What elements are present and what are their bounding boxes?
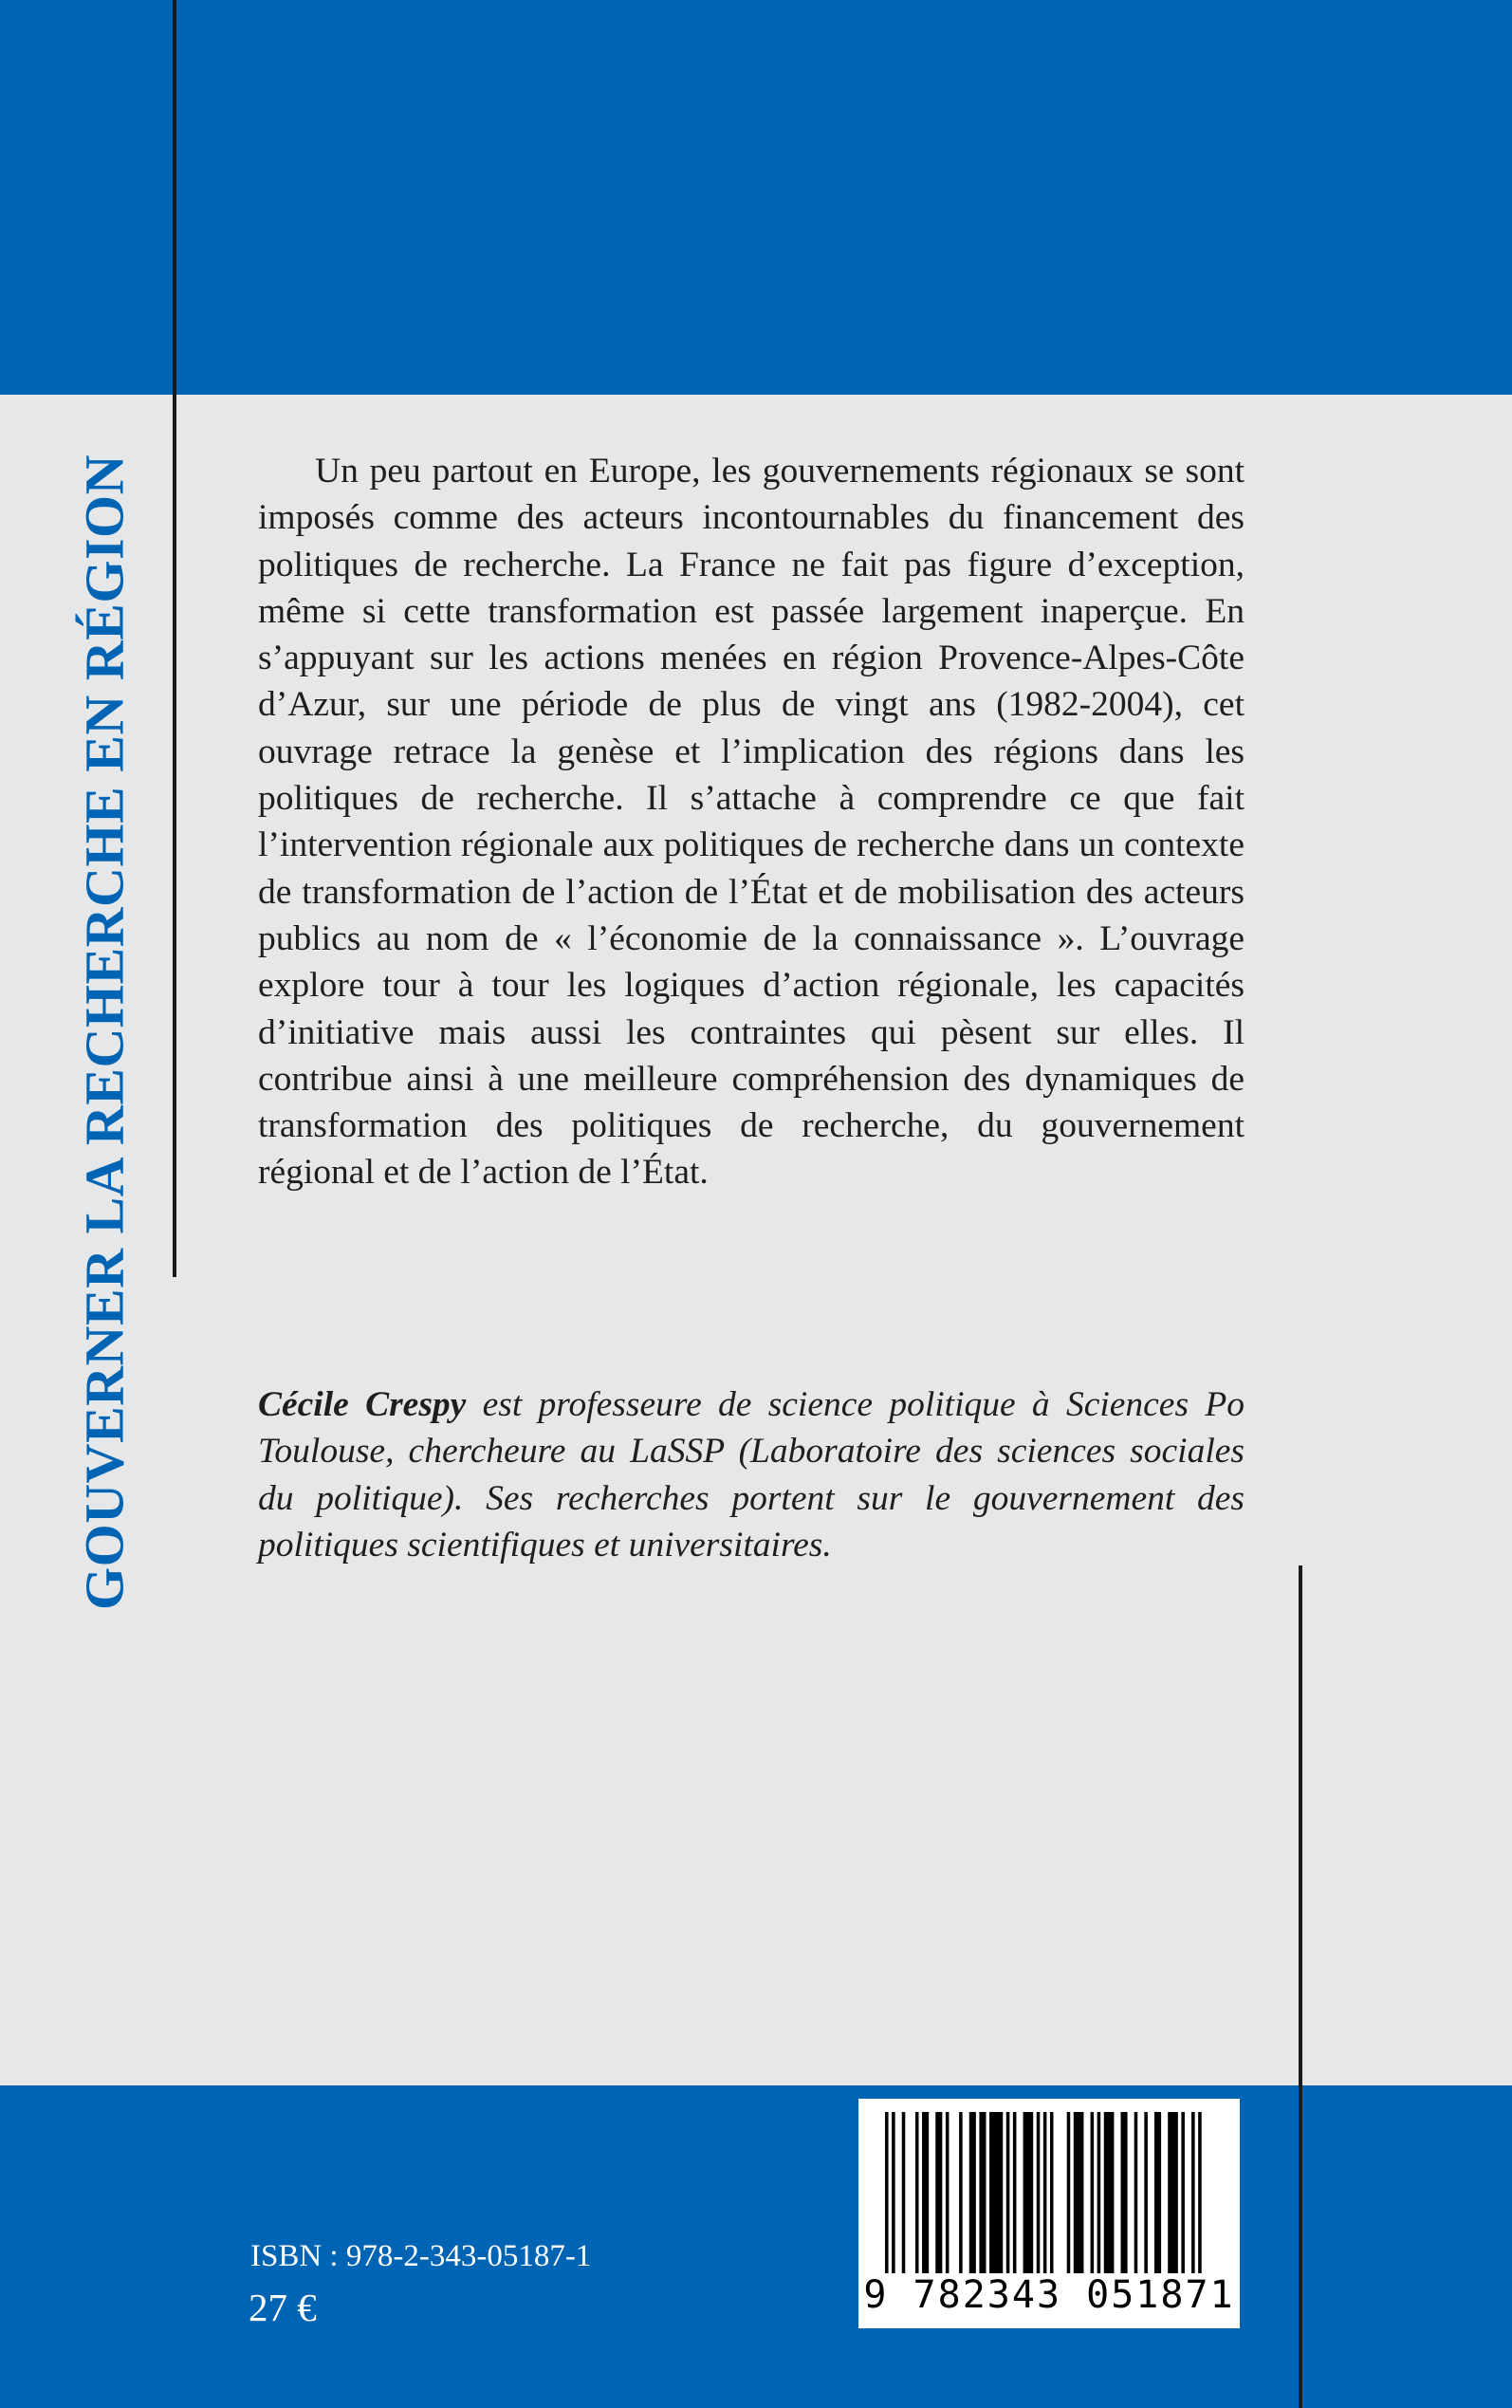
author-name: Cécile Crespy — [258, 1385, 467, 1424]
bottom-color-band — [0, 2085, 1512, 2408]
barcode-bar — [922, 2112, 929, 2273]
barcode-bar — [1097, 2112, 1101, 2273]
barcode-bar — [1043, 2112, 1047, 2273]
barcode-bar — [1134, 2112, 1138, 2273]
back-cover-blurb: Un peu partout en Europe, les gouvernements régionaux se sont imposés comme des acteurs incontournables du financement des politiques de recherche. La France ne fait pas figure d’exception, même si cette transformation est passée largement inaperçue. En s’appuyant sur les actions menées en région Provence-Alpes-Côte d’Azur, sur une période de plus de vingt ans (1982-2004), cet ouvrage retrace la genèse et l’implication des régions dans les politiques de recherche. Il s’attache à comprendre ce que fait l’intervention régionale aux politiques de recherche dans un contexte de transformation de l’action de l’État et de mobilisation des acteurs publics au nom de « l’économie de la connaissance ». L’ouvrage explore tour à tour les logiques d’action régionale, les capacités d’initiative mais aussi les contraintes qui pèsent sur elles. Il contribue ainsi à une meilleure compréhension des dynamiques de transformation des politiques de recherche, du gouvernement régional et de l’action de l’État. — [258, 452, 1245, 1193]
barcode — [858, 2099, 1240, 2328]
right-divider-line — [1299, 1565, 1302, 2408]
barcode-bar — [1154, 2112, 1161, 2273]
barcode-bar — [979, 2112, 986, 2273]
barcode-bar — [1074, 2112, 1084, 2273]
barcode-bar — [1104, 2112, 1115, 2273]
top-color-band — [0, 0, 1512, 395]
barcode-bar — [1198, 2112, 1202, 2273]
barcode-bar — [1168, 2112, 1178, 2273]
barcode-bars-icon — [858, 2099, 1240, 2279]
barcode-bar — [1050, 2112, 1054, 2273]
barcode-bar — [969, 2112, 976, 2273]
author-bio-text: est professeure de science politique à Sciences Po Toulouse, chercheure au LaSSP (Laboratoire des sciences sociales du politique). Ses recherches portent sur le gouvernement des politiques scientifiques et universitaires. — [258, 1385, 1245, 1565]
author-bio — [258, 1381, 1245, 1568]
barcode-bar — [902, 2112, 906, 2273]
barcode-bar — [1091, 2112, 1095, 2273]
barcode-bar — [1013, 2112, 1017, 2273]
barcode-bar — [935, 2112, 942, 2273]
barcode-bar — [1037, 2112, 1041, 2273]
barcode-digits: 9 782343 051871 — [863, 2273, 1235, 2317]
price-label: 27 € — [249, 2286, 317, 2329]
spine-title: GOUVERNER LA RECHERCHE EN RÉGION — [73, 454, 136, 1611]
barcode-bar — [885, 2112, 889, 2273]
barcode-bar — [1006, 2112, 1010, 2273]
barcode-bar — [1023, 2112, 1034, 2273]
barcode-bar — [989, 2112, 1003, 2273]
spine-divider-line — [173, 0, 176, 1277]
barcode-bar — [1067, 2112, 1071, 2273]
barcode-bar — [959, 2112, 963, 2273]
barcode-bar — [1191, 2112, 1195, 2273]
barcode-bar — [946, 2112, 950, 2273]
barcode-bar — [1144, 2112, 1148, 2273]
barcode-bar — [915, 2112, 919, 2273]
barcode-bar — [1121, 2112, 1128, 2273]
barcode-bar — [892, 2112, 895, 2273]
barcode-bar — [1181, 2112, 1185, 2273]
isbn-label: ISBN : 978-2-343-05187-1 — [250, 2239, 592, 2273]
